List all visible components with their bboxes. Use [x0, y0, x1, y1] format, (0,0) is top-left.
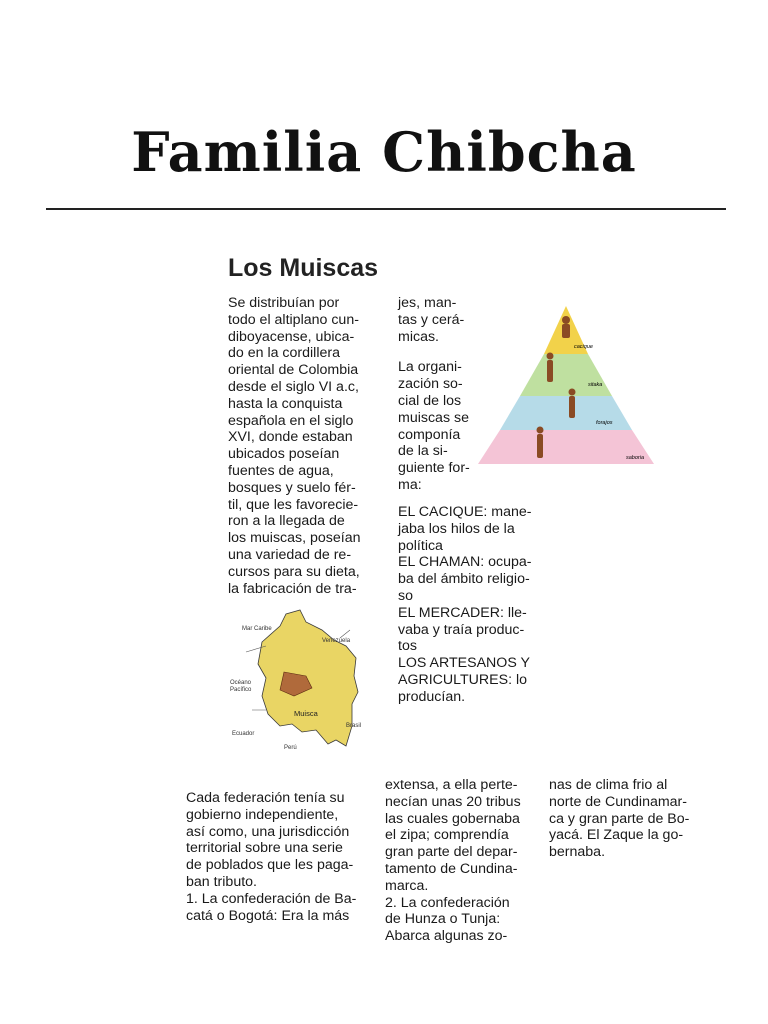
text-line: oriental de Colombia [228, 362, 359, 379]
map-landmass [258, 610, 358, 746]
text-line: de la si- [398, 443, 448, 460]
social-roles-list [398, 504, 542, 706]
text-line: todo el altiplano cun- [228, 311, 359, 328]
list-item: jaba los hilos de la [398, 520, 515, 537]
social-pyramid-illustration [476, 304, 656, 470]
text-line: muiscas se [398, 409, 469, 426]
column-continued [398, 295, 478, 494]
text-line: diboyacense, ubica- [228, 328, 355, 345]
text-line: la fabricación de tra- [228, 580, 357, 597]
list-item: vaba y traía produc- [398, 621, 525, 638]
list-item: producían. [398, 688, 466, 705]
text-line: ban tributo. [186, 873, 257, 890]
text-line: micas. [398, 328, 439, 345]
text-line: las cuales gobernaba [385, 810, 520, 827]
text-line: así como, una jurisdicción [186, 823, 350, 840]
text-line: ca y gran parte de Bo- [549, 810, 690, 827]
text-line: jes, man- [398, 295, 457, 311]
map-label: Ecuador [232, 731, 255, 737]
text-line: gobierno independiente, [186, 806, 339, 823]
text-line: Abarca algunas zo- [385, 928, 508, 945]
map-label: Brasil [346, 723, 362, 729]
pyramid-label: cacique [574, 344, 593, 350]
text-line: cial de los [398, 392, 462, 409]
title-divider [46, 208, 726, 210]
map-label: Océano [230, 680, 252, 686]
text-line: de poblados que les paga- [186, 857, 354, 874]
text-line: fuentes de agua, [228, 462, 334, 479]
federation-column-1 [186, 790, 370, 924]
text-line: ma: [398, 476, 422, 493]
text-line: bosques y suelo fér- [228, 479, 356, 496]
text-line: necían unas 20 tribus [385, 793, 521, 810]
text-line: el zipa; comprendía [385, 827, 509, 844]
text-line: componía [398, 426, 461, 443]
text-line: de Hunza o Tunja: [385, 911, 501, 928]
text-line: norte de Cundinamar- [549, 793, 688, 810]
pyramid-label: saboria [626, 455, 645, 461]
text-line: cursos para su dieta, [228, 563, 360, 580]
text-line: española en el siglo [228, 412, 354, 429]
text-line: los muiscas, poseían [228, 530, 361, 547]
text-line: tamento de Cundina- [385, 860, 518, 877]
text-line: gran parte del depar- [385, 844, 518, 861]
text-line: tas y cerá- [398, 311, 465, 328]
text-line: extensa, a ella perte- [385, 777, 518, 793]
list-item: EL CHAMAN: ocupa- [398, 554, 532, 571]
text-line: una variedad de re- [228, 546, 352, 563]
text-line: til, que les favorecie- [228, 496, 359, 513]
map-label: Mar Caribe [242, 626, 272, 632]
text-line: catá o Bogotá: Era la más [186, 907, 350, 924]
text-line: desde el siglo VI a.c, [228, 378, 359, 395]
map-label: Perú [284, 745, 297, 751]
map-label: Pacífico [230, 687, 252, 693]
map-label: Venezuela [322, 638, 351, 644]
text-line: bernaba. [549, 844, 606, 861]
map-label: Muisca [294, 709, 318, 718]
list-item: EL CACIQUE: mane- [398, 504, 532, 520]
text-line: hasta la conquista [228, 395, 343, 412]
text-line: 1. La confederación de Ba- [186, 890, 357, 907]
list-item: EL MERCADER: lle- [398, 604, 527, 621]
list-item: política [398, 537, 443, 554]
text-line: La organi- [398, 359, 462, 376]
text-line: ubicados poseían [228, 446, 340, 463]
text-line: territorial sobre una serie [186, 840, 343, 857]
federation-column-3 [549, 777, 703, 861]
column-intro [228, 295, 372, 597]
list-item: AGRICULTURES: lo [398, 671, 528, 688]
section-title: Los Muiscas [228, 254, 379, 282]
list-item: LOS ARTESANOS Y [398, 655, 530, 672]
list-item: ba del ámbito religio- [398, 571, 530, 588]
text-line: 2. La confederación [385, 894, 510, 911]
pyramid-label: forajos [596, 420, 613, 426]
text-line: marca. [385, 877, 429, 894]
page-title: Familia Chibcha [131, 120, 637, 184]
text-line: nas de clima frio al [549, 777, 668, 793]
colombia-map [222, 600, 382, 770]
list-item: so [398, 587, 413, 604]
text-line: Cada federación tenía su [186, 790, 345, 806]
pyramid-tier-sitaka [520, 354, 612, 396]
federation-column-2 [385, 777, 531, 945]
text-line: Se distribuían por [228, 295, 340, 311]
text-line: XVI, donde estaban [228, 429, 353, 446]
text-line: zación so- [398, 376, 463, 393]
text-line: guiente for- [398, 460, 470, 477]
pyramid-label: sitaka [588, 382, 603, 388]
list-item: tos [398, 638, 417, 655]
text-line: yacá. El Zaque la go- [549, 827, 684, 844]
text-line: ron a la llegada de [228, 513, 345, 530]
text-line: do en la cordillera [228, 345, 340, 362]
